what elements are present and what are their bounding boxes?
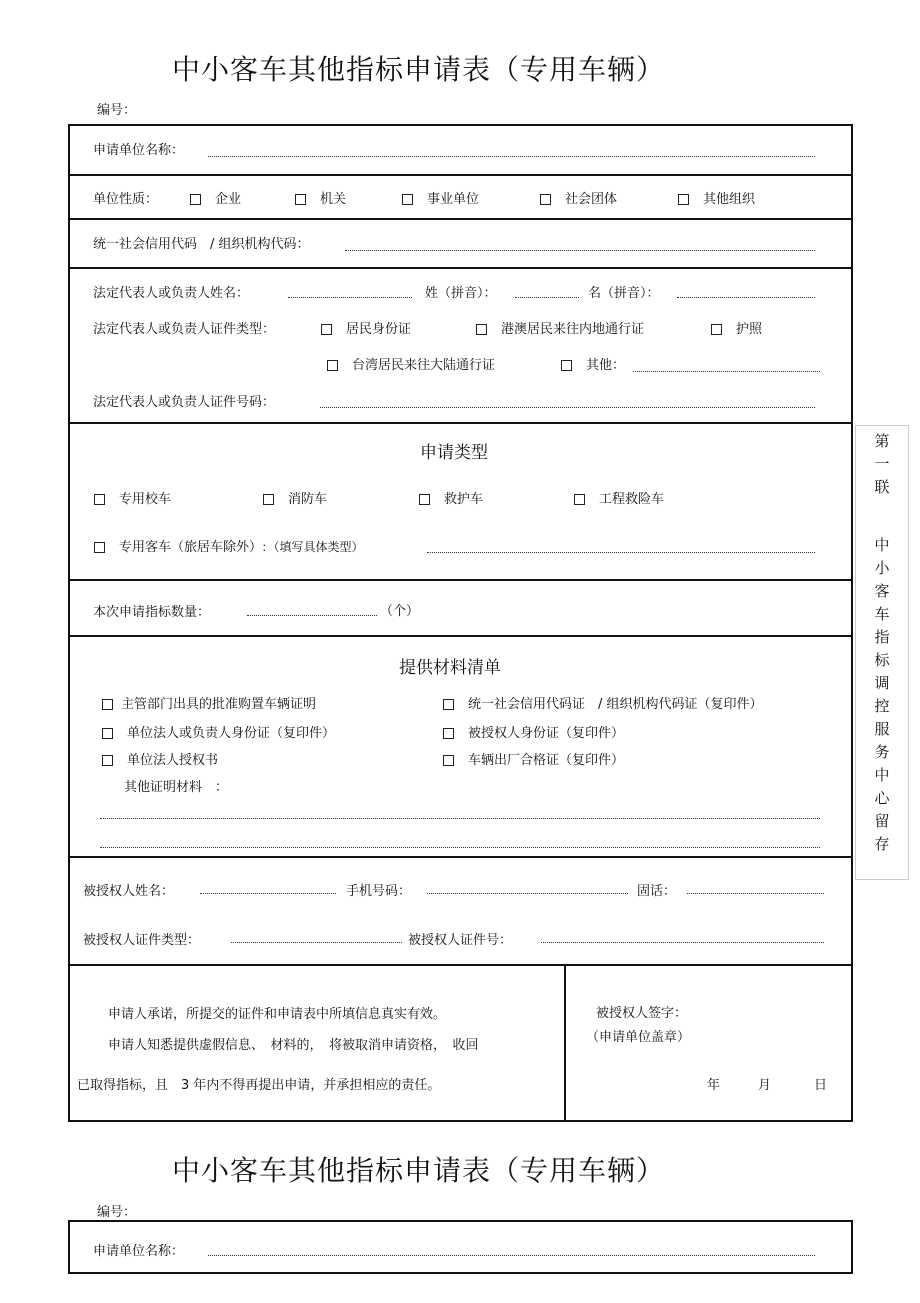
option-label: 其他组织 — [703, 192, 756, 207]
material-item[interactable] — [443, 693, 763, 712]
material-item[interactable] — [443, 722, 624, 741]
checkbox[interactable] — [94, 542, 105, 553]
apply-type-detail-input[interactable] — [427, 552, 815, 553]
divider — [68, 856, 853, 858]
divider — [68, 218, 853, 220]
unit-type-option[interactable] — [295, 188, 346, 207]
other-materials-input[interactable] — [100, 818, 820, 819]
apply-type-note: ：（填写具体类型） — [261, 540, 364, 554]
divider — [564, 964, 566, 1121]
copy-stub — [855, 425, 909, 880]
materials-heading: 提供材料清单 — [399, 658, 501, 678]
unit-type-option[interactable] — [540, 188, 617, 207]
agent-id-no-input[interactable] — [541, 942, 824, 943]
option-label: 企业 — [215, 192, 242, 207]
option-label: 工程救险车 — [599, 492, 665, 507]
signature-label: 被授权人签字： — [596, 1006, 688, 1021]
checkbox[interactable] — [419, 494, 430, 505]
agent-id-type-input[interactable] — [231, 942, 402, 943]
checkbox[interactable] — [102, 699, 113, 710]
credit-code-input[interactable] — [345, 250, 815, 251]
unit-name-input[interactable] — [208, 156, 815, 157]
quantity-unit: （个） — [380, 604, 420, 619]
checkbox[interactable] — [263, 494, 274, 505]
agent-tel-input[interactable] — [687, 893, 824, 894]
copy-retention-note: 中小客车指标调控服务中心留存 — [874, 536, 890, 853]
option-label: 消防车 — [288, 492, 328, 507]
legal-id-type-label: 法定代表人或负责人证件类型： — [93, 322, 276, 337]
option-label: 机关 — [320, 192, 347, 207]
unit-type-label: 单位性质： — [93, 192, 159, 207]
pledge-text: 已取得指标，且 3 年内不得再提出申请，并承担相应的责任。 — [77, 1078, 441, 1093]
item-label: 主管部门出具的批准购置车辆证明 — [121, 697, 317, 712]
divider — [68, 579, 853, 581]
serial-label-second: 编号： — [97, 1205, 137, 1220]
checkbox[interactable] — [574, 494, 585, 505]
form-table-second — [68, 1220, 853, 1274]
form-table — [68, 124, 853, 1122]
unit-name-label: 申请单位名称： — [93, 143, 185, 158]
apply-type-option[interactable] — [419, 488, 483, 507]
other-id-type-input[interactable] — [633, 371, 820, 372]
pledge-text: 申请人知悉提供虚假信息、 材料的， 将被取消申请资格， 收回 — [108, 1038, 479, 1053]
option-label: 事业单位 — [427, 192, 480, 207]
divider — [68, 174, 853, 176]
agent-id-no-label: 被授权人证件号： — [408, 933, 513, 948]
agent-id-type-label: 被授权人证件类型： — [83, 933, 201, 948]
month-label: 月 — [758, 1078, 772, 1093]
material-item[interactable] — [102, 722, 335, 741]
divider — [68, 964, 853, 966]
checkbox[interactable] — [94, 494, 105, 505]
day-label: 日 — [814, 1078, 828, 1093]
year-label: 年 — [707, 1078, 721, 1093]
item-label: 统一社会信用代码证 / 组织机构代码证（复印件） — [468, 697, 763, 712]
checkbox[interactable] — [561, 360, 572, 371]
surname-label: 姓（拼音）： — [425, 286, 497, 301]
option-label: 港澳居民来往内地通行证 — [501, 322, 645, 337]
copy-number: 第一联 — [874, 432, 890, 496]
apply-type-option[interactable] — [263, 488, 327, 507]
checkbox[interactable] — [678, 194, 689, 205]
apply-type-option[interactable] — [94, 536, 364, 555]
apply-type-heading: 申请类型 — [420, 443, 488, 463]
unit-type-option[interactable] — [678, 188, 755, 207]
form-title-second: 中小客车其他指标申请表（专用车辆） — [172, 1154, 666, 1187]
divider — [68, 422, 853, 424]
checkbox[interactable] — [476, 324, 487, 335]
material-item[interactable] — [102, 693, 316, 712]
option-label: 专用校车 — [119, 492, 172, 507]
agent-name-label: 被授权人姓名： — [83, 884, 175, 899]
option-label: 社会团体 — [565, 192, 618, 207]
checkbox[interactable] — [443, 755, 454, 766]
item-label: 单位法人授权书 — [127, 753, 219, 768]
checkbox[interactable] — [190, 194, 201, 205]
divider — [68, 267, 853, 269]
unit-name-label-second: 申请单位名称： — [93, 1244, 185, 1259]
id-type-option[interactable] — [476, 318, 644, 337]
other-materials-label: 其他证明材料 ： — [124, 780, 229, 795]
serial-label: 编号： — [97, 103, 137, 118]
legal-name-label: 法定代表人或负责人姓名： — [93, 286, 250, 301]
pledge-text: 申请人承诺，所提交的证件和申请表中所填信息真实有效。 — [108, 1007, 447, 1022]
divider — [68, 635, 853, 637]
stamp-label: （申请单位盖章） — [586, 1030, 691, 1045]
unit-name-input-second[interactable] — [208, 1255, 815, 1256]
item-label: 被授权人身份证（复印件） — [468, 726, 625, 741]
agent-name-input[interactable] — [200, 893, 336, 894]
checkbox[interactable] — [327, 360, 338, 371]
option-label: 专用客车（旅居车除外） — [119, 540, 256, 555]
credit-code-label: 统一社会信用代码 / 组织机构代码： — [93, 237, 310, 252]
checkbox[interactable] — [443, 728, 454, 739]
surname-input[interactable] — [515, 297, 579, 298]
unit-type-option[interactable] — [190, 188, 241, 207]
option-label: 护照 — [736, 322, 763, 337]
checkbox[interactable] — [102, 728, 113, 739]
agent-phone-input[interactable] — [427, 893, 628, 894]
option-label: 台湾居民来往大陆通行证 — [352, 358, 496, 373]
given-name-input[interactable] — [677, 297, 815, 298]
quantity-input[interactable] — [247, 615, 377, 616]
agent-tel-label: 固话： — [637, 884, 677, 899]
id-type-option[interactable] — [561, 354, 625, 373]
legal-name-input[interactable] — [288, 297, 412, 298]
checkbox[interactable] — [402, 194, 413, 205]
checkbox[interactable] — [540, 194, 551, 205]
id-type-option[interactable] — [327, 354, 495, 373]
agent-phone-label: 手机号码： — [346, 884, 412, 899]
checkbox[interactable] — [102, 755, 113, 766]
checkbox[interactable] — [711, 324, 722, 335]
legal-id-no-label: 法定代表人或负责人证件号码： — [93, 395, 276, 410]
checkbox[interactable] — [321, 324, 332, 335]
given-name-label: 名（拼音）： — [588, 286, 660, 301]
checkbox[interactable] — [443, 699, 454, 710]
option-label: 救护车 — [444, 492, 484, 507]
item-label: 单位法人或负责人身份证（复印件） — [127, 726, 336, 741]
apply-type-option[interactable] — [94, 488, 171, 507]
other-materials-input[interactable] — [100, 847, 820, 848]
item-label: 车辆出厂合格证（复印件） — [468, 753, 625, 768]
form-title: 中小客车其他指标申请表（专用车辆） — [172, 53, 666, 86]
material-item[interactable] — [443, 749, 624, 768]
legal-id-no-input[interactable] — [320, 407, 815, 408]
unit-type-option[interactable] — [402, 188, 479, 207]
option-label: 其他： — [586, 358, 626, 373]
option-label: 居民身份证 — [346, 322, 412, 337]
checkbox[interactable] — [295, 194, 306, 205]
material-item[interactable] — [102, 749, 218, 768]
apply-type-option[interactable] — [574, 488, 664, 507]
quantity-label: 本次申请指标数量： — [93, 605, 211, 620]
id-type-option[interactable] — [711, 318, 762, 337]
id-type-option[interactable] — [321, 318, 411, 337]
